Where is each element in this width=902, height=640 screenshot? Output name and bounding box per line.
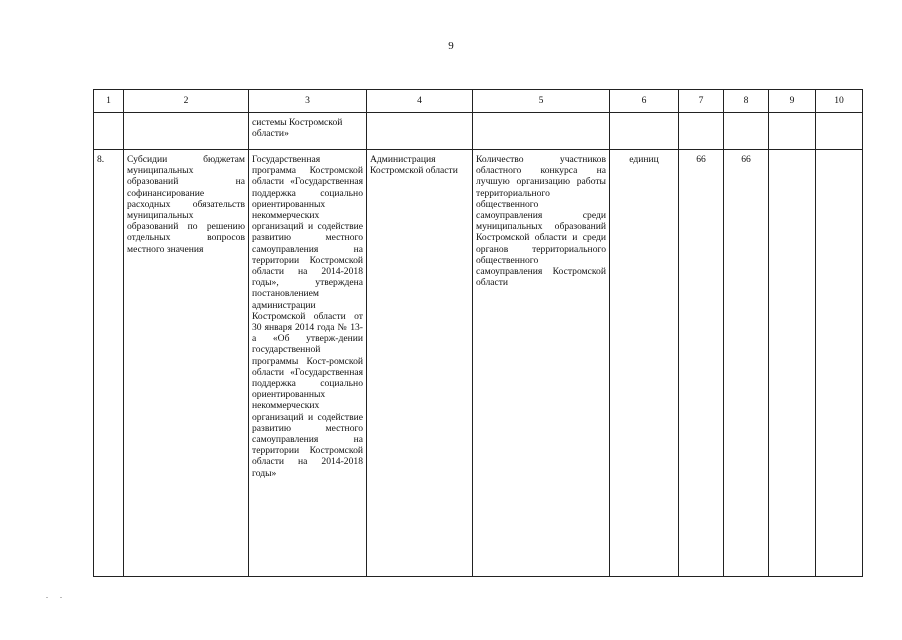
cont-cell-10	[816, 113, 863, 150]
table-row	[94, 150, 863, 577]
program-cell: Государственная программа Костромской области «Государственная поддержка социально ориентированных некоммерческих организаций и содействие развитию местного самоуправления на территории Костромской области на 2014-2018 годы», утверждена постановлением администрации Костромской области от 30 января 2014 года № 13-а «Об утверж-дении государственной программы Кост-ромской области «Государственная поддержка социально ориентированных некоммерческих организаций и содействие развитию местного самоуправления на территории Костромской области на 2014-2018 годы»	[249, 150, 367, 577]
cont-cell-4	[367, 113, 473, 150]
continuation-row	[94, 113, 863, 150]
value-cell-8: 66	[724, 150, 769, 577]
value-cell-9	[769, 150, 816, 577]
indicator-cell: Количество участников областного конкурса на лучшую организацию работы территориального общественного самоуправления среди муниципальных образований Костромской области и среди органов территориального общественного самоуправления Костромской области	[473, 150, 610, 577]
cont-cell-2	[124, 113, 249, 150]
cont-cell-9	[769, 113, 816, 150]
header-cell-3: 3	[249, 90, 367, 113]
subsidy-table	[93, 89, 863, 577]
page-number: 9	[448, 40, 454, 52]
header-row	[94, 90, 863, 113]
header-cell-7: 7	[679, 90, 724, 113]
scan-artifact-dot	[46, 597, 48, 598]
header-cell-4: 4	[367, 90, 473, 113]
value-cell-10	[816, 150, 863, 577]
header-cell-5: 5	[473, 90, 610, 113]
header-cell-9: 9	[769, 90, 816, 113]
header-cell-6: 6	[610, 90, 679, 113]
cont-cell-7	[679, 113, 724, 150]
unit-cell: единиц	[610, 150, 679, 577]
scan-artifact-dot	[60, 597, 62, 598]
header-cell-8: 8	[724, 90, 769, 113]
cont-cell-5	[473, 113, 610, 150]
cont-cell-6	[610, 113, 679, 150]
header-cell-2: 2	[124, 90, 249, 113]
cont-cell-8	[724, 113, 769, 150]
subsidy-name-cell: Субсидии бюджетам муниципальных образований на софинансирование расходных обязательств муниципальных образований по решению отдельных вопросов местного значения	[124, 150, 249, 577]
administrator-cell: Администрация Костромской области	[367, 150, 473, 577]
header-cell-1: 1	[94, 90, 124, 113]
cont-cell-program: системы Костромской области»	[249, 113, 367, 150]
cont-cell-1	[94, 113, 124, 150]
row-number: 8.	[94, 150, 124, 577]
value-cell-7: 66	[679, 150, 724, 577]
header-cell-10: 10	[816, 90, 863, 113]
